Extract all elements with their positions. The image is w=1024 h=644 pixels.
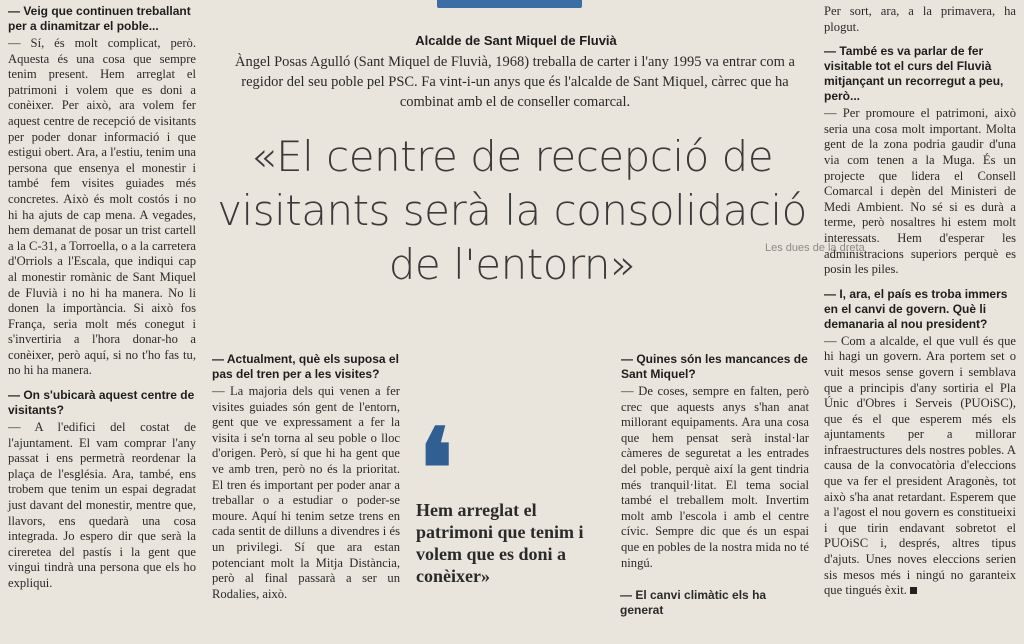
column-1 <box>8 4 196 601</box>
headline: «El centre de recepció de visitants serà la consolidació de l'entorn» <box>217 132 807 289</box>
faded-caption: Les dues de la dreta <box>765 242 865 254</box>
continued-question: — El canvi climàtic els ha generat <box>620 588 767 617</box>
interview-question: — On s'ubicarà aquest centre de visitants? <box>8 388 195 418</box>
interview-answer: — Sí, és molt complicat, però. Aquesta és una cosa que sempre tenim present. Hem arreglat el patrimoni i volem que es doni a conèixer. Per això, ara volem fer aquest centre de recepció de visitants per poder donar informació i que estigui obert. Ara, a l'estiu, tenim una persona que ensenya el monestir i també fem visites guiades més concretes. Això és molt costós i no hi ha ajuts de cap mena. A vegades, hem demanat de posar un trist cartell a la C-31, a Torroella, o a la carretera d'Orriols a l'Escala, que indiqui cap al monestir romànic de Sant Miquel de Fluvià i no hi ha manera. No li donen la importància. Si això fos França, seria molt més conegut i s'invertiria a l'hora donar-ho a conèixer, però aquí, si no t'ho fas tu, no hi ha manera. <box>8 36 196 378</box>
interview-question: — Actualment, què els suposa el pas del tren per a les visites? <box>212 352 399 381</box>
interviewee-title: Alcalde de Sant Miquel de Fluvià <box>415 33 617 48</box>
interview-answer: — Per promoure el patrimoni, això seria una cosa molt important. Molta gent de la zona podria gaudir d'una via com tenen a la Muga. És un projecte que lidera el Consell Comarcal i depèn del Ministeri de Medi Ambient. No sé si es durà a terme, però nosaltres hi estem molt interessats. Hem d'esperar les administracions superiors perquè es posin les piles. <box>824 106 1016 277</box>
interview-question: — També es va parlar de fer visitable tot el curs del Fluvià mitjançant un recorregut a peu, però... <box>824 44 1004 104</box>
interview-answer: — La majoria dels qui venen a fer visites guiades són gent de l'entorn, gent que ve expressament a fer la visita i se'n torna al seu poble o lloc d'origen. Però, sí que hi ha gent que ve amb tren, però no és la prioritat. El tren és important per poder anar a treballar o a estudiar o poder-se moure. Aquí hi tenim setze trens en cada sentit de dilluns a divendres i és un privilegi. Sí que ara estan potenciant molt la Mitja Distància, però al final passarà a ser un Rodalies, això. <box>212 384 400 601</box>
intro-paragraph: Àngel Posas Agulló (Sant Miquel de Fluvià, 1968) treballa de carter i l'any 1995 va entrar com a regidor del seu poble pel PSC. Fa vint-i-un anys que és l'alcalde de Sant Miquel, càrrec que ha combinat amb el de conseller comarcal. <box>235 54 795 110</box>
column-3 <box>621 352 809 580</box>
column-4 <box>824 4 1016 608</box>
interview-question: — Quines són les mancances de Sant Miquel? <box>621 352 808 381</box>
interview-question: — I, ara, el país es troba immers en el canvi de govern. Què li demanaria al nou president? <box>824 286 1008 331</box>
interview-answer: — Com a alcalde, el que vull és que hi hagi un govern. Ara portem set o vuit mesos sense govern i semblava que a principis d'any sortiria el Pla Únic d'Obres i Serveis (PUOiSC), que és el que esperem més els ajuntaments per a millorar infraestructures dels nostres pobles. A causa de la convocatòria d'eleccions que va fer el president Aragonès, tot això s'ha anat retardant. Esperem que a l'agost el nou govern es constitueixi i que tirin endavant sobretot el PUOiSC i, després, altres tipus d'ajuts. Unes noves eleccions serien sis mesos més i ningú no garanteix que tingués èxit. <box>824 333 1016 598</box>
interview-answer: — De coses, sempre en falten, però crec que aquests anys s'han anat millorant equipaments. Ara una cosa que hem pensat serà instal·lar càmeres de seguretat a les entrades del poble, perquè així la gent tindria més tranquil·litat. El tema social també el treballem molt. Invertim molt amb l'escola i amb el centre cívic. Sempre dic que és un espai que en pobles de la nostra mida no té ningú. <box>621 384 809 570</box>
interview-question: — Veig que continuen treballant per a dinamitzar el poble... <box>8 4 191 33</box>
section-banner <box>437 0 582 8</box>
column-2 <box>212 352 400 611</box>
quote-mark-icon: ❛ <box>418 404 454 533</box>
end-of-article-icon <box>910 587 917 594</box>
interview-answer: — A l'edifici del costat de l'ajuntament. El vam comprar l'any passat i ens permetrà reordenar la plaça de l'església. Ara, també, ens trobem que tenim un espai degradat just davant del monestir, mentre que, llavors, ens quedarà una cosa integrada. Jo espero dir que serà la cireretea del pastís i la gent que vingui tindrà una persona que els ho expliqui. <box>8 420 196 590</box>
pull-quote: Hem arreglat el patrimoni que tenim i volem que es doni a conèixer» <box>416 500 584 586</box>
interview-answer: Per sort, ara, a la primavera, ha plogut. <box>824 4 1016 34</box>
